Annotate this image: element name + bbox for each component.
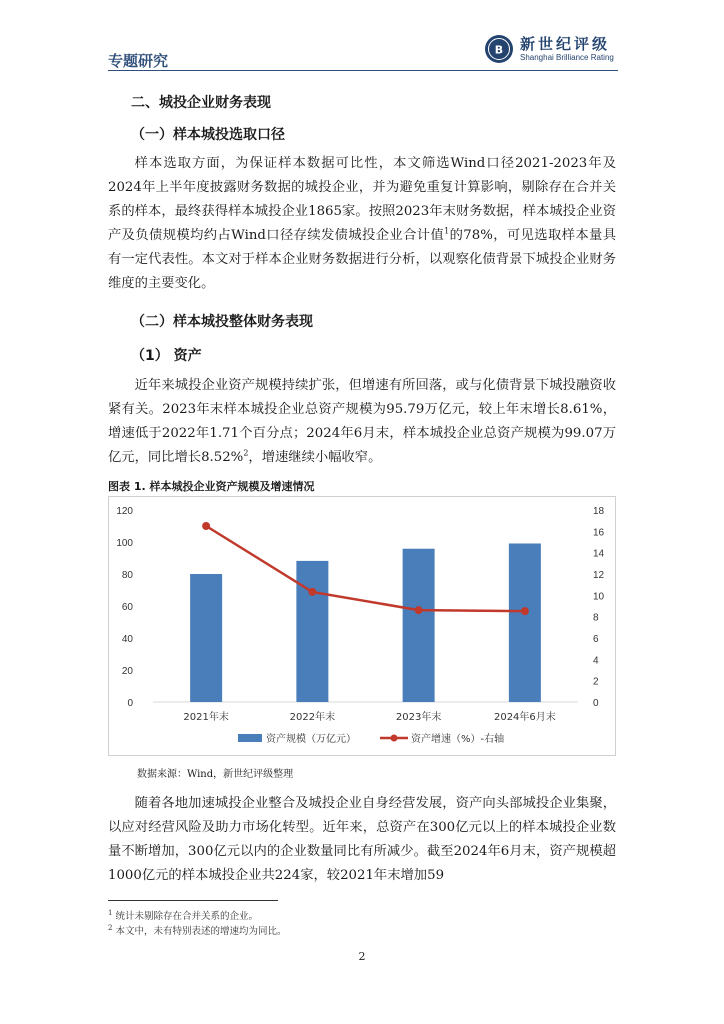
paragraph-concentration: 随着各地加速城投企业整合及城投企业自身经营发展，资产向头部城投企业集聚，以应对经营风险及助力市场化转型。近年来，总资产在300亿元以上的样本城投企业数量不断增加，300亿元以内的企业数量同比有所减少。截至2024年6月末，资产规模超1000亿元的样本城投企业共224家，较2021年末增加59 <box>108 796 616 883</box>
y-right-tick-label: 18 <box>593 506 605 517</box>
logo-seal-icon <box>484 34 514 64</box>
footnote-ref-2[interactable]: 2 <box>243 448 249 458</box>
footnote-2: $^2$ 本文中，未有特别表述的增速均为同比。 <box>108 923 287 937</box>
subsection-heading-2: （二）样本城投整体财务表现 <box>131 314 313 330</box>
footnote-divider <box>108 900 278 901</box>
y-right-tick-label: 16 <box>593 527 605 539</box>
footnote-1: $^1$ 统计未剔除存在合并关系的企业。 <box>108 908 259 922</box>
line-point-asset-growth <box>308 588 316 596</box>
legend-label-bar: 资产规模（万亿元） <box>266 734 356 745</box>
y-left-tick-label: 100 <box>116 538 133 549</box>
x-tick-label: 2024年6月末 <box>493 712 556 723</box>
y-right-tick-label: 12 <box>593 570 605 581</box>
brand-logo <box>484 32 624 68</box>
legend-label-line: 资产增速（%）-右轴 <box>411 734 505 745</box>
x-tick-label: 2023年末 <box>395 712 442 723</box>
subsection-heading-assets: （1） 资产 <box>131 348 202 364</box>
y-left-tick-label: 60 <box>121 602 133 613</box>
line-point-asset-growth <box>202 522 210 530</box>
x-tick-label: 2022年末 <box>289 712 336 723</box>
asset-chart <box>108 496 616 756</box>
bar-asset-scale <box>509 543 541 702</box>
legend-swatch-bar <box>238 734 262 742</box>
y-left-tick-label: 0 <box>127 698 133 709</box>
bar-asset-scale <box>403 549 435 702</box>
figure-caption: 图表 1. 样本城投企业资产规模及增速情况 <box>108 480 315 493</box>
y-right-tick-label: 8 <box>593 612 599 624</box>
y-right-tick-label: 14 <box>593 548 605 560</box>
y-left-tick-label: 120 <box>116 506 133 517</box>
subsection-heading-1: （一）样本城投选取口径 <box>131 127 285 143</box>
paragraph-sample-selection: 样本选取方面，为保证样本数据可比性，本文筛选Wind口径2021-2023年及2024年上半年度披露财务数据的城投企业，并为避免重复计算影响，剔除存在合并关系的样本，最终获得样本城投企业1865家。按照2023年末财务数据，样本城投企业资产及负债规模均约占Wind口径存续发债城投企业合计值$^1$的78%，可见选取样本量具有一定代表性。本文对于样本企业财务数据进行分析，以观察化债背景下城投企业财务维度的主要变化。 <box>108 156 616 291</box>
y-right-tick-label: 2 <box>593 676 599 688</box>
svg-text:B: B <box>494 43 504 57</box>
y-right-tick-label: 0 <box>593 698 599 709</box>
logo-chinese-name: 新世纪评级 <box>520 35 611 53</box>
section-title: 专题研究 <box>108 52 169 70</box>
line-point-asset-growth <box>415 606 423 614</box>
y-left-tick-label: 40 <box>121 634 133 645</box>
y-left-tick-label: 80 <box>121 570 133 581</box>
section-heading: 二、城投企业财务表现 <box>131 95 271 111</box>
line-point-asset-growth <box>521 607 529 615</box>
bar-asset-scale <box>296 561 328 702</box>
legend-marker-line <box>391 735 398 742</box>
paragraph-assets: 近年来城投企业资产规模持续扩张，但增速有所回落，或与化债背景下城投融资收紧有关。2023年末样本城投企业总资产规模为95.79万亿元，较上年末增长8.61%，增速低于2022年1.71个百分点；2024年6月末，样本城投企业总资产规模为99.07万亿元，同比增长8.52%$^2$，增速继续小幅收窄。 <box>108 378 616 465</box>
asset-chart-svg <box>108 496 616 756</box>
x-tick-label: 2021年末 <box>183 712 229 723</box>
page-number: 2 <box>358 950 366 963</box>
y-right-tick-label: 6 <box>593 634 599 645</box>
y-right-tick-label: 10 <box>593 591 605 603</box>
y-right-tick-label: 4 <box>593 655 599 667</box>
y-left-tick-label: 20 <box>121 666 133 677</box>
bar-asset-scale <box>190 574 222 702</box>
logo-english-name: Shanghai Brilliance Rating <box>520 53 614 62</box>
data-source: 数据来源：Wind，新世纪评级整理 <box>137 769 294 780</box>
header-divider <box>108 70 618 71</box>
footnote-ref-1[interactable]: 1 <box>444 226 450 236</box>
